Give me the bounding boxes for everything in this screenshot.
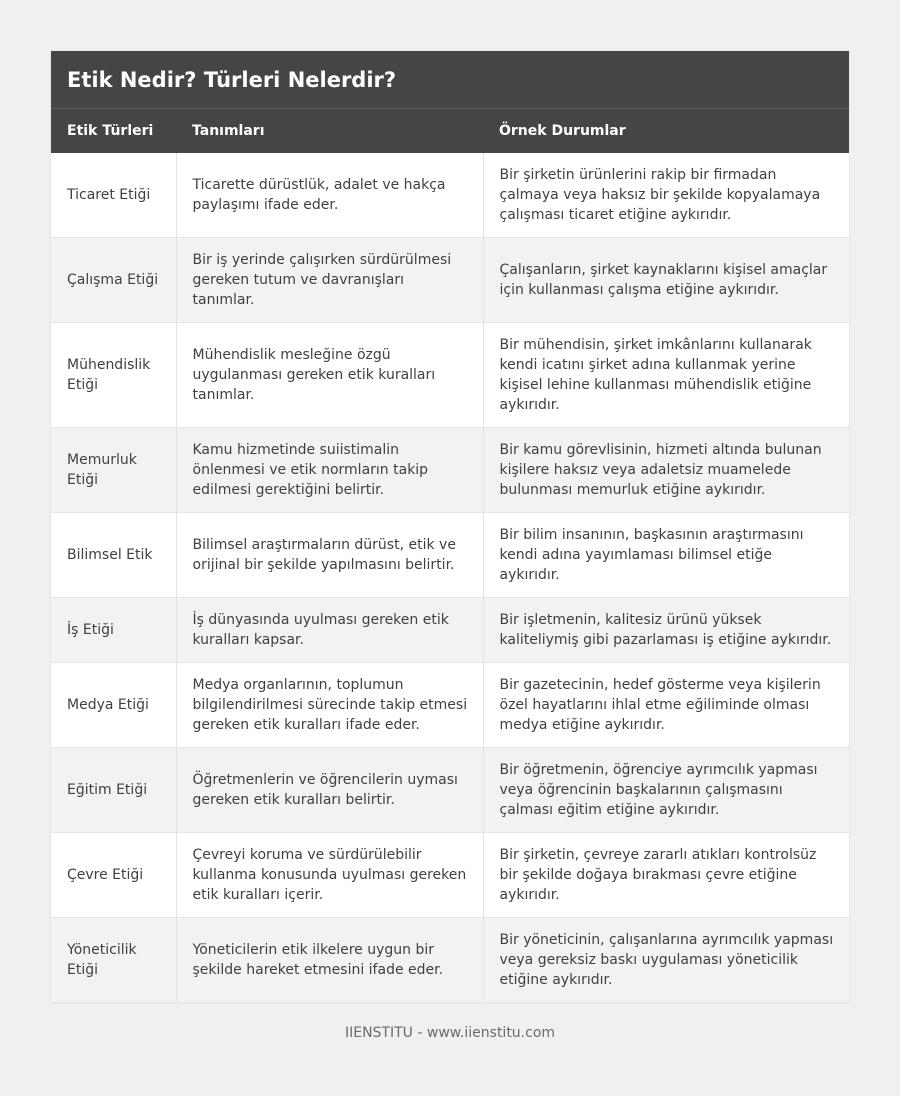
example-cell: Bir yöneticinin, çalışanlarına ayrımcılık yapması veya gereksiz baskı uygulaması yöneticilik etiğine aykırıdır. xyxy=(483,918,849,1003)
header-example-cases: Örnek Durumlar xyxy=(483,109,849,153)
definition-cell: Öğretmenlerin ve öğrencilerin uyması gereken etik kuralları belirtir. xyxy=(176,748,483,833)
example-cell: Bir öğretmenin, öğrenciye ayrımcılık yapması veya öğrencinin başkalarının çalışmasını çalması eğitim etiğine aykırıdır. xyxy=(483,748,849,833)
definition-cell: Bir iş yerinde çalışırken sürdürülmesi gereken tutum ve davranışları tanımlar. xyxy=(176,238,483,323)
definition-cell: Bilimsel araştırmaların dürüst, etik ve orijinal bir şekilde yapılmasını belirtir. xyxy=(176,513,483,598)
ethics-type-cell: Ticaret Etiği xyxy=(67,186,151,203)
table-title: Etik Nedir? Türleri Nelerdir? xyxy=(51,51,849,108)
header-ethics-types: Etik Türleri xyxy=(51,109,176,153)
ethics-type-cell: Mühendislik Etiği xyxy=(67,357,151,393)
example-cell: Bir şirketin, çevreye zararlı atıkları kontrolsüz bir şekilde doğaya bırakması çevre etiğine aykırıdır. xyxy=(483,833,849,918)
table-row xyxy=(51,663,849,748)
ethics-type-cell: Çalışma Etiği xyxy=(67,272,159,288)
table-header-row xyxy=(51,109,849,153)
ethics-table-card xyxy=(51,51,849,1003)
table-row xyxy=(51,598,849,663)
table-row xyxy=(51,833,849,918)
ethics-type-cell: Yöneticilik Etiği xyxy=(67,942,137,978)
example-cell: Bir gazetecinin, hedef gösterme veya kişilerin özel hayatlarını ihlal etme eğiliminde olması medya etiğine aykırıdır. xyxy=(483,663,849,748)
table-row xyxy=(51,918,849,1003)
ethics-table xyxy=(51,108,849,1003)
definition-cell: Çevreyi koruma ve sürdürülebilir kullanma konusunda uyulması gereken etik kuralları içerir. xyxy=(176,833,483,918)
example-cell: Bir bilim insanının, başkasının araştırmasını kendi adına yayımlaması bilimsel etiğe aykırıdır. xyxy=(483,513,849,598)
definition-cell: İş dünyasında uyulması gereken etik kuralları kapsar. xyxy=(176,598,483,663)
definition-cell: Kamu hizmetinde suiistimalin önlenmesi ve etik normların takip edilmesi gerektiğini belirtir. xyxy=(176,428,483,513)
table-row xyxy=(51,748,849,833)
definition-cell: Ticarette dürüstlük, adalet ve hakça paylaşımı ifade eder. xyxy=(176,153,483,238)
ethics-type-cell: Eğitim Etiği xyxy=(67,782,148,798)
example-cell: Bir mühendisin, şirket imkânlarını kullanarak kendi icatını şirket adına kullanmak yerine kişisel lehine kullanması mühendislik etiğine aykırıdır. xyxy=(483,323,849,428)
ethics-type-cell: Bilimsel Etik xyxy=(67,547,153,563)
example-cell: Bir işletmenin, kalitesiz ürünü yüksek kaliteliymiş gibi pazarlaması iş etiğine aykırıdır. xyxy=(483,598,849,663)
table-row xyxy=(51,428,849,513)
table-row xyxy=(51,238,849,323)
ethics-type-cell: Memurluk Etiği xyxy=(67,452,137,488)
ethics-type-cell: İş Etiği xyxy=(67,622,114,638)
definition-cell: Yöneticilerin etik ilkelere uygun bir şekilde hareket etmesini ifade eder. xyxy=(176,918,483,1003)
example-cell: Bir kamu görevlisinin, hizmeti altında bulunan kişilere haksız veya adaletsiz muamelede bulunması memurluk etiğine aykırıdır. xyxy=(483,428,849,513)
example-cell: Çalışanların, şirket kaynaklarını kişisel amaçlar için kullanması çalışma etiğine aykırıdır. xyxy=(483,238,849,323)
definition-cell: Medya organlarının, toplumun bilgilendirilmesi sürecinde takip etmesi gereken etik kuralları ifade eder. xyxy=(176,663,483,748)
header-definitions: Tanımları xyxy=(176,109,483,153)
ethics-type-cell: Çevre Etiği xyxy=(67,867,144,883)
table-row xyxy=(51,153,849,238)
table-row xyxy=(51,323,849,428)
table-row xyxy=(51,513,849,598)
example-cell: Bir şirketin ürünlerini rakip bir firmadan çalmaya veya haksız bir şekilde kopyalamaya çalışması ticaret etiğine aykırıdır. xyxy=(483,153,849,238)
definition-cell: Mühendislik mesleğine özgü uygulanması gereken etik kuralları tanımlar. xyxy=(176,323,483,428)
ethics-type-cell: Medya Etiği xyxy=(67,697,149,713)
footer-credit: IIENSTITU - www.iienstitu.com xyxy=(344,1025,556,1041)
